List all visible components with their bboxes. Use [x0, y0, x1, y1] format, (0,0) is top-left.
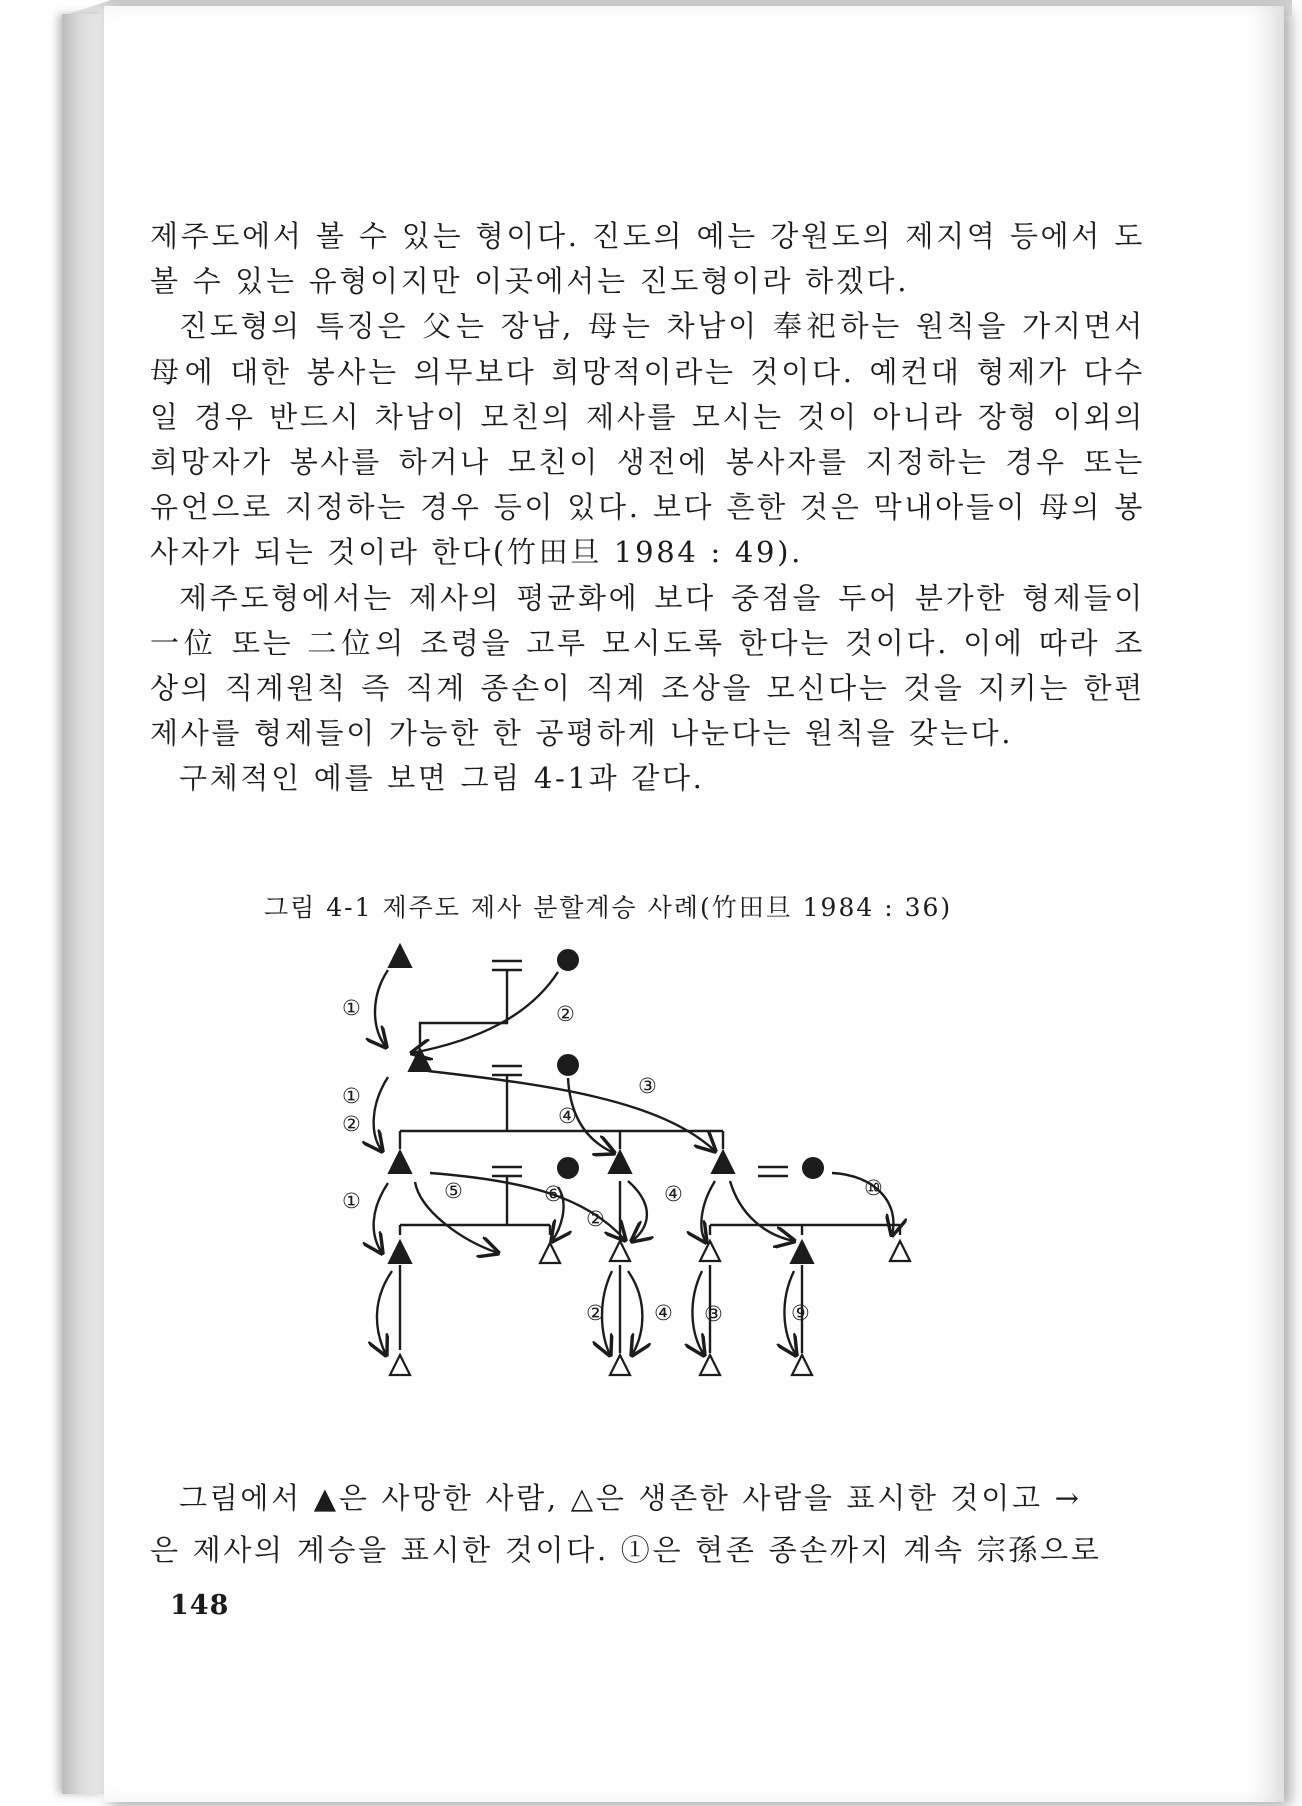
page-number: 148	[170, 1590, 230, 1621]
living-male	[700, 1241, 720, 1261]
deceased-female	[558, 1055, 578, 1075]
label-1: ①	[342, 996, 361, 1020]
deceased-female	[558, 950, 578, 970]
living-male	[390, 1355, 410, 1375]
living-male	[792, 1355, 812, 1375]
succession-arrow	[701, 1181, 715, 1242]
explanation-line-1: 그림에서 ▲은 사망한 사람, △은 생존한 사람을 표시한 것이고 →	[179, 1481, 1082, 1515]
deceased-male	[389, 1241, 411, 1263]
label-1: ①	[342, 1084, 361, 1108]
explanation-text	[150, 1472, 1145, 1576]
book-spine	[62, 14, 104, 1794]
succession-arrow	[628, 1181, 647, 1241]
genealogy-diagram	[342, 935, 1030, 1410]
label-5: ⑤	[444, 1179, 463, 1203]
body-text	[150, 214, 1145, 802]
label-9: ⑨	[791, 1301, 810, 1325]
succession-arrow	[374, 1183, 388, 1253]
succession-arrow	[412, 972, 558, 1053]
paragraph-1: 제주도에서 볼 수 있는 형이다. 진도의 예는 강원도의 제지역 등에서 도 볼 수 있는 유형이지만 이곳에서는 진도형이라 하겠다.	[150, 219, 1145, 299]
label-2: ②	[556, 1002, 575, 1026]
label-2: ②	[342, 1112, 361, 1136]
label-3: ③	[704, 1302, 723, 1326]
label-2: ②	[586, 1301, 605, 1325]
deceased-female	[803, 1158, 823, 1178]
living-male	[610, 1241, 630, 1261]
deceased-male	[609, 1151, 631, 1173]
label-4: ④	[558, 1104, 577, 1128]
label-4: ④	[654, 1301, 673, 1325]
succession-arrow	[628, 1271, 642, 1355]
explanation-line-2: 은 제사의 계승을 표시한 것이다. ①은 현존 종손까지 계속 宗孫으로	[150, 1533, 1102, 1567]
figure-caption: 그림 4-1 제주도 제사 분할계승 사례(竹田旦 1984 : 36)	[264, 893, 953, 922]
deceased-male	[389, 1151, 411, 1173]
living-male	[610, 1355, 630, 1375]
living-male	[540, 1243, 560, 1263]
deceased-female	[558, 1158, 578, 1178]
living-male	[890, 1241, 910, 1261]
page-shadow	[1250, 6, 1284, 1802]
label-2: ②	[586, 1207, 605, 1231]
succession-arrow	[375, 970, 388, 1047]
label-10: ⑩	[864, 1176, 883, 1200]
succession-arrow	[377, 1271, 392, 1355]
label-3: ③	[638, 1074, 657, 1098]
succession-arrow	[730, 1181, 794, 1241]
label-4: ④	[664, 1182, 683, 1206]
label-6: ⑥	[544, 1182, 563, 1206]
paragraph-4: 구체적인 예를 보면 그림 4-1과 같다.	[179, 761, 705, 796]
deceased-male	[791, 1241, 813, 1263]
paragraph-3: 제주도형에서는 제사의 평균화에 보다 중점을 두어 분가한 형제들이 一位 또는 二位의 조령을 고루 모시도록 한다는 것이다. 이에 따라 조상의 직계원칙 즉 직계 종손이 직계 조상을 모신다는 것을 지키는 한편 제사를 형제들이 가능한 한 공평하게 나눈다는 원칙을 갖는다.	[150, 580, 1145, 751]
deceased-male	[389, 945, 411, 967]
label-1: ①	[342, 1189, 361, 1213]
living-male	[700, 1355, 720, 1375]
deceased-male	[712, 1151, 734, 1173]
paragraph-2: 진도형의 특징은 父는 장남, 母는 차남이 奉祀하는 원칙을 가지면서 母에 대한 봉사는 의무보다 희망적이라는 것이다. 예컨대 형제가 다수일 경우 반드시 차남이 모친의 제사를 모시는 것이 아니라 장형 이외의 희망자가 봉사를 하거나 모친이 생전에 봉사자를 지정하는 경우 또는 유언으로 지정하는 경우 등이 있다. 보다 흔한 것은 막내아들이 母의 봉사자가 되는 것이라 한다(竹田旦 1984 : 49).	[150, 309, 1145, 570]
descent-line	[420, 970, 507, 1047]
succession-arrow	[374, 1077, 388, 1151]
succession-arrow	[692, 1271, 704, 1355]
